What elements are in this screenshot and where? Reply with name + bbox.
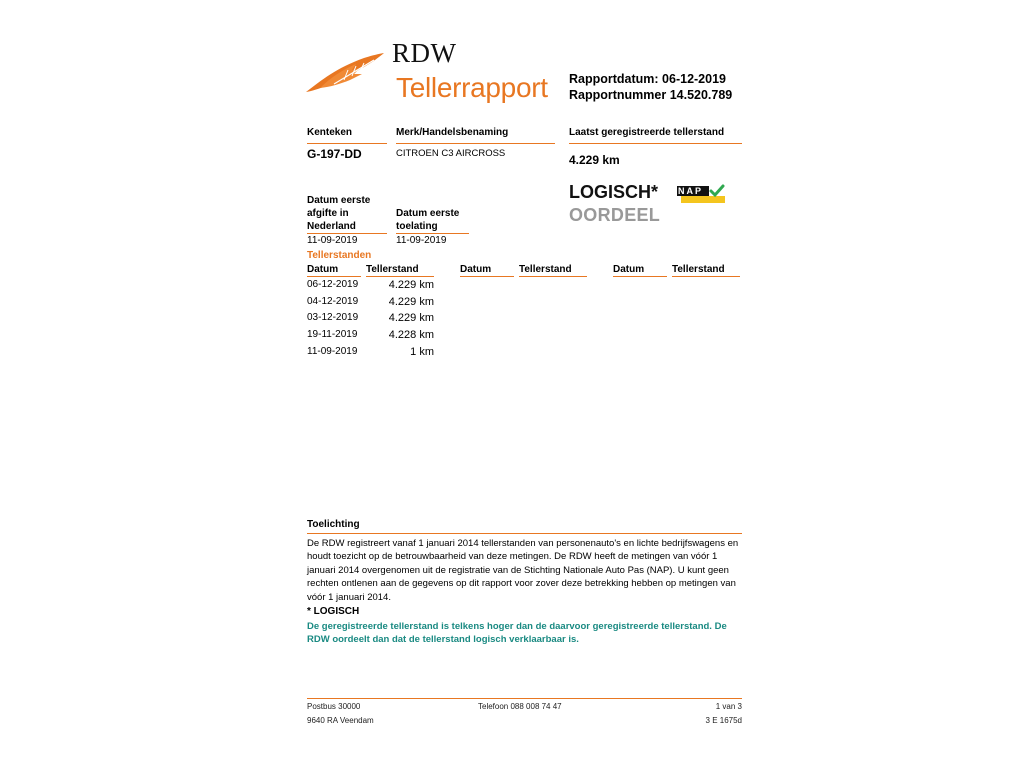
footer-divider [307, 698, 742, 699]
kenteken-label: Kenteken [307, 127, 387, 144]
verdict-label: OORDEEL [569, 205, 661, 225]
reading-value: 1 km [410, 346, 434, 358]
footer-phone: Telefoon 088 008 74 47 [478, 702, 562, 711]
reading-date: 03-12-2019 [307, 312, 359, 323]
col-date-header: Datum [460, 264, 514, 277]
footer-address-1: Postbus 30000 [307, 702, 361, 711]
last-reading-value: 4.229 km [569, 153, 620, 167]
last-reading-label: Laatst geregistreerde tellerstand [569, 127, 742, 144]
reading-date: 19-11-2019 [307, 329, 358, 340]
reading-date: 04-12-2019 [307, 296, 359, 307]
first-issue-label [307, 194, 387, 234]
footnote-body: De geregistreerde tellerstand is telkens hoger dan de daarvoor geregistreerde tellerstand. De RDW oordeelt dan dat de tellerstand logisch verklaarbaar is. [307, 621, 727, 646]
reading-value: 4.229 km [388, 312, 434, 324]
page-title: Tellerrapport [396, 72, 548, 103]
kenteken-value: G-197-DD [307, 147, 362, 161]
report-number: Rapportnummer 14.520.789 [569, 88, 733, 102]
footer-address-2: 9640 RA Veendam [307, 716, 374, 725]
reading-value: 4.229 km [388, 279, 434, 291]
col-value-header: Tellerstand [519, 264, 587, 277]
rdw-logo-icon [304, 50, 386, 96]
reading-value: 4.229 km [388, 296, 434, 308]
col-date-header: Datum [307, 264, 361, 277]
footnote-title: * LOGISCH [307, 606, 360, 617]
merk-value: CITROEN C3 AIRCROSS [396, 148, 506, 159]
first-admission-label-line: toelating [396, 221, 438, 232]
org-name: RDW [392, 38, 457, 68]
nap-badge-text: NAP [678, 186, 704, 196]
check-icon [709, 184, 725, 198]
first-admission-label [396, 207, 469, 234]
first-issue-label-line: Nederland [307, 221, 356, 232]
verdict-result: LOGISCH* [569, 182, 659, 202]
reading-date: 06-12-2019 [307, 279, 359, 290]
footer-page: 1 van 3 [715, 702, 742, 711]
col-date-header: Datum [613, 264, 667, 277]
first-issue-label-line: Datum eerste [307, 195, 371, 206]
reading-date: 11-09-2019 [307, 346, 358, 357]
merk-label: Merk/Handelsbenaming [396, 127, 555, 144]
col-value-header: Tellerstand [672, 264, 740, 277]
report-date: Rapportdatum: 06-12-2019 [569, 72, 726, 86]
col-value-header: Tellerstand [366, 264, 434, 277]
reading-value: 4.228 km [388, 329, 434, 341]
footer-code: 3 E 1675d [705, 716, 742, 725]
first-admission-value: 11-09-2019 [396, 235, 447, 246]
first-issue-label-line: afgifte in [307, 208, 349, 219]
nap-badge [677, 184, 725, 204]
first-admission-label-line: Datum eerste [396, 208, 460, 219]
explanation-title: Toelichting [307, 519, 742, 534]
first-issue-value: 11-09-2019 [307, 235, 358, 246]
readings-title: Tellerstanden [307, 250, 372, 261]
explanation-body: De RDW registreert vanaf 1 januari 2014 tellerstanden van personenauto's en lichte bedrijfswagens en houdt toezicht op de betrouwbaarheid van deze metingen. De RDW heeft de metingen van vóór 1 januari 2014 overgenomen uit de registratie van de Stichting Nationale Auto Pas (NAP). U kunt geen rechten ontlenen aan de gegevens op dit rapport voor zover deze betrekking hebben op metingen van vóór 1 januari 2014. [307, 538, 739, 603]
